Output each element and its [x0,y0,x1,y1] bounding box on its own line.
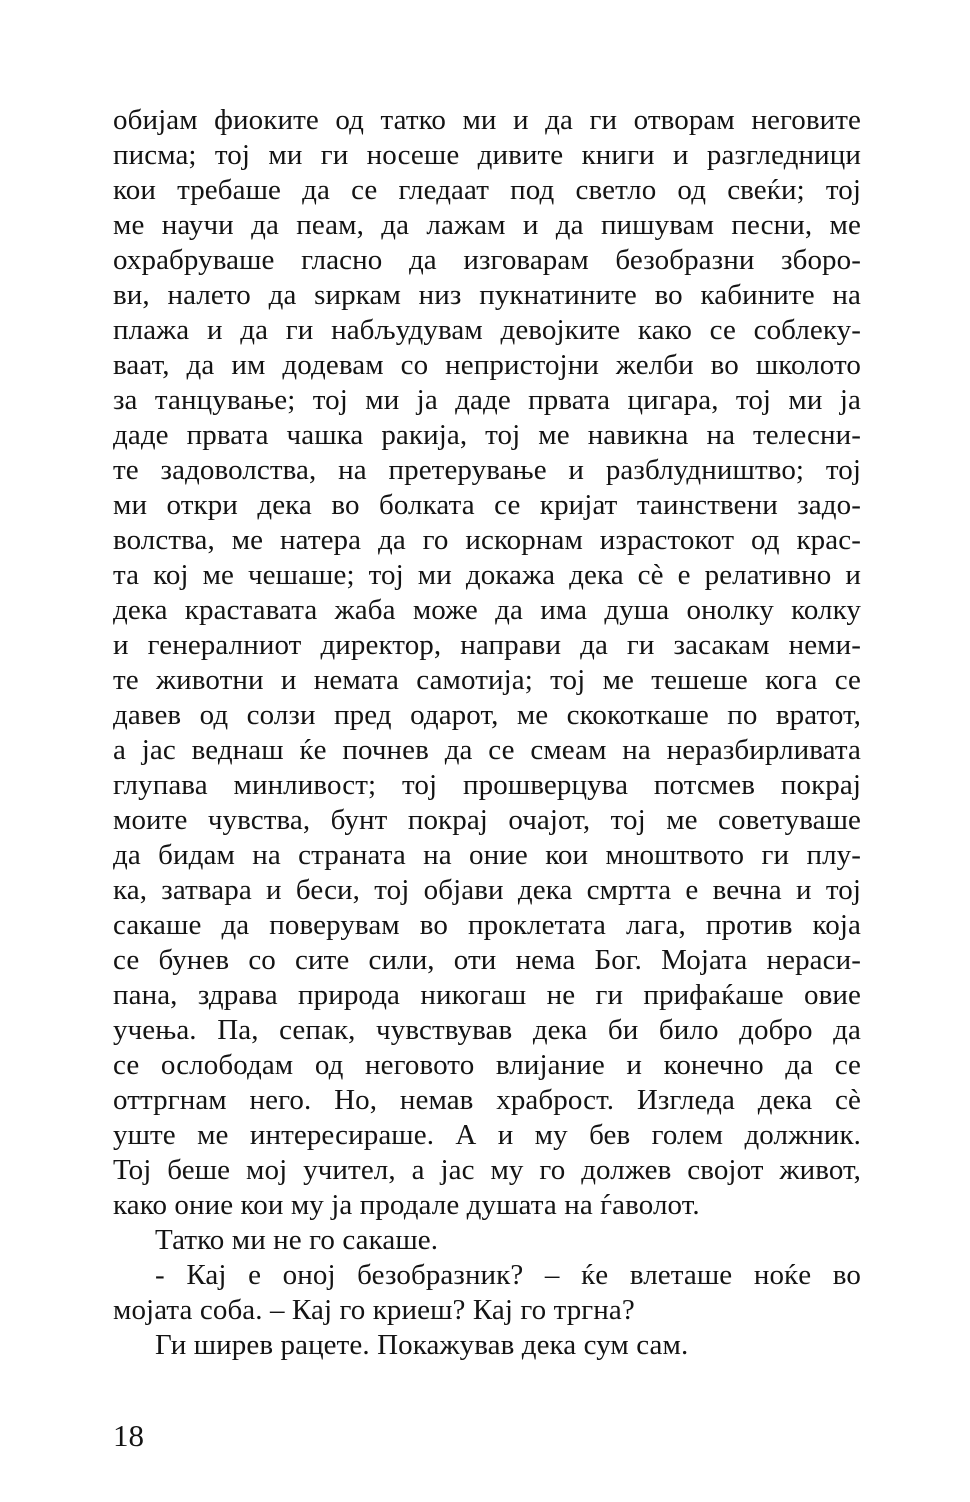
text-line: ви, налето да ѕиркам низ пукнатините во кабините на [113,279,861,311]
text-line: моите чувства, бунт покрај очајот, тој ме советуваше [113,804,861,836]
text-line: оттргнам него. Но, немав храброст. Изгледа дека сè [113,1084,861,1116]
text-line: та кој ме чешаше; тој ми докажа дека сè е релативно и [113,559,861,591]
text-line: даде првата чашка ракија, тој ме навикна на телесни- [113,419,861,451]
text-line: те животни и немата самотија; тој ме тешеше кога се [113,664,861,696]
text-block [113,103,861,1363]
text-line: писма; тој ми ги носеше дивите книги и разгледници [113,139,861,171]
text-line: се ослободам од неговото влијание и конечно да се [113,1049,861,1081]
text-line: глупава минливост; тој прошверцува потсмев покрај [113,769,861,801]
text-line: ме научи да пеам, да лажам и да пишувам песни, ме [113,209,861,241]
text-line: охрабруваше гласно да изговарам безобразни зборо- [113,244,861,276]
text-line: обијам фиоките од татко ми и да ги отворам неговите [113,104,861,136]
text-line: плажа и да ги набљудувам девојките како се соблеку- [113,314,861,346]
text-line: како оние кои му ја продале душата на ѓаволот. [113,1189,700,1221]
text-line: уште ме интересираше. А и му бев голем должник. [113,1119,861,1151]
text-line: да бидам на страната на оние кои мноштвото ги плу- [113,839,861,871]
text-line: се бунев со сите сили, оти нема Бог. Мојата нераси- [113,944,861,976]
text-line: волства, ме натера да го искорнам израстокот од крас- [113,524,861,556]
text-line: Татко ми не го сакаше. [155,1224,439,1256]
text-line: и генералниот директор, направи да ги засакам неми- [113,629,861,661]
text-line: учења. Па, сепак, чувствував дека би било добро да [113,1014,861,1046]
text-line: ваат, да им додевам со непристојни желби во школото [113,349,861,381]
page-number: 18 [113,1418,144,1453]
text-line: пана, здрава природа никогаш не ги прифаќаше овие [113,979,861,1011]
text-line: кои требаше да се гледаат под светло од свеќи; тој [113,174,861,206]
text-line: сакаше да поверувам во проклетата лага, против која [113,909,861,941]
text-line: те задоволства, на претерување и разблудништво; тој [113,454,861,486]
text-line: а јас веднаш ќе почнев да се смеам на неразбирливата [113,734,861,766]
text-line: за танцување; тој ми ја даде првата цигара, тој ми ја [113,384,861,416]
text-line: мојата соба. – Кај го криеш? Кај го тргна? [113,1294,635,1326]
text-line: Ги ширев рацете. Покажував дека сум сам. [155,1329,689,1361]
text-line: ми откри дека во болката се кријат таинствени задо- [113,489,861,521]
text-line: ка, затвара и беси, тој објави дека смртта е вечна и тој [113,874,861,906]
text-line: - Кај е оној безобразник? – ќе влеташе ноќе во [155,1259,861,1291]
text-line: давев од солзи пред одарот, ме скокоткаше по вратот, [113,699,861,731]
text-line: дека краставата жаба може да има душа онолку колку [113,594,861,626]
text-line: Тој беше мој учител, а јас му го должев својот живот, [113,1154,861,1186]
